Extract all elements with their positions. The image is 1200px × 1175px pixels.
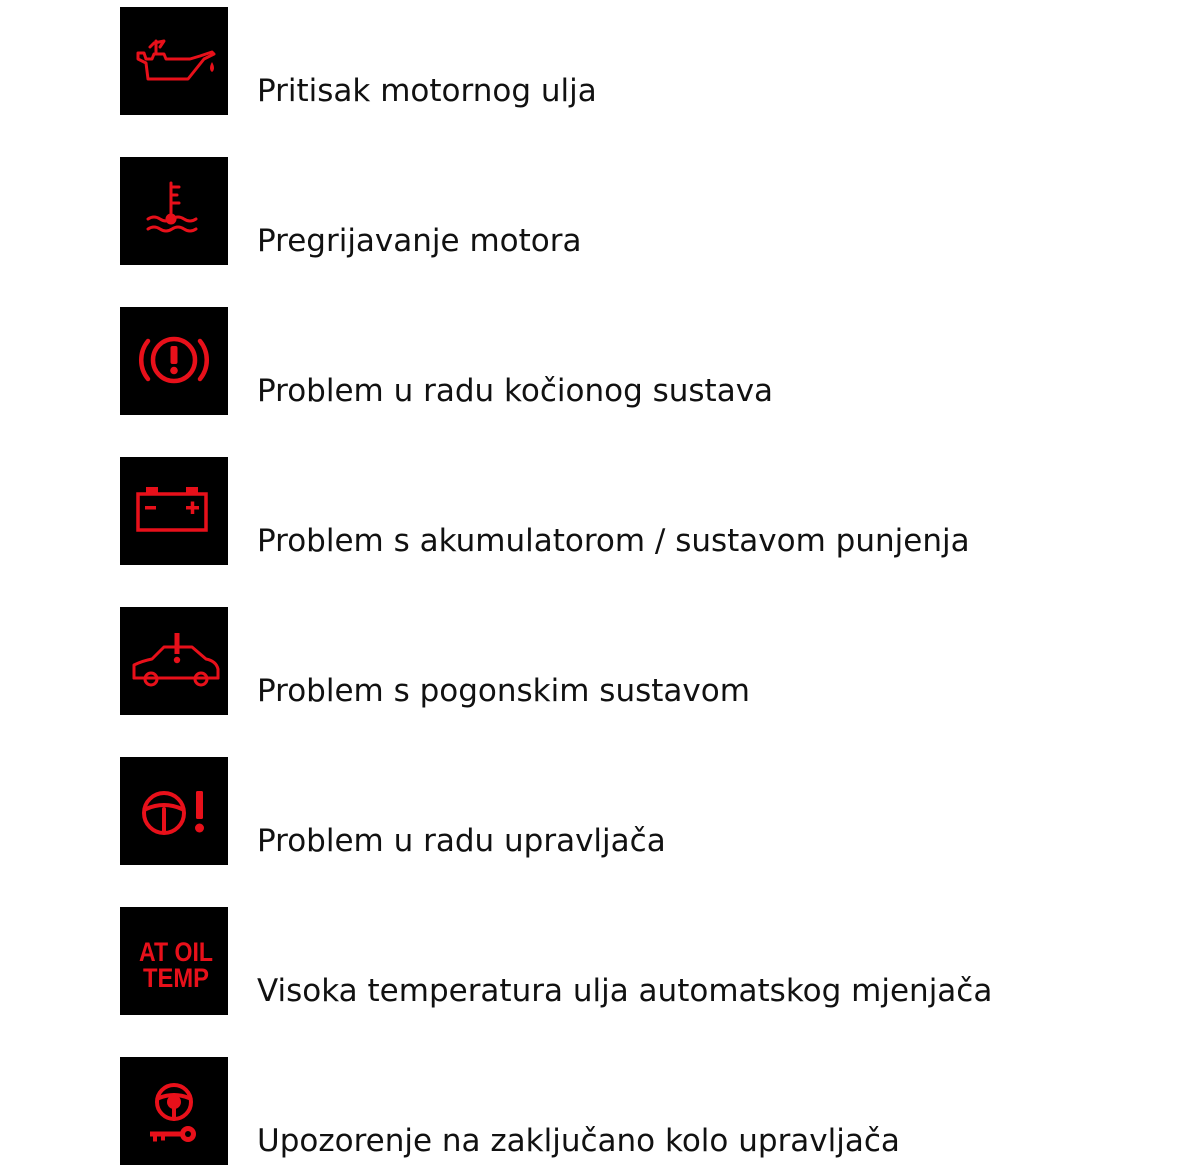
oil-can-icon: [120, 7, 228, 115]
warning-row-battery: [120, 457, 1120, 565]
steering-wheel-warning-icon: [120, 757, 228, 865]
warning-label: Visoka temperatura ulja automatskog mjenjača: [257, 973, 993, 1009]
warning-label: Problem s akumulatorom / sustavom punjenja: [257, 523, 970, 559]
warning-label: Pritisak motornog ulja: [257, 73, 597, 109]
warning-label: Pregrijavanje motora: [257, 223, 582, 259]
coolant-temperature-icon: [120, 157, 228, 265]
steering-lock-key-icon: [120, 1057, 228, 1165]
at-oil-temp-icon: [120, 907, 228, 1015]
warning-row-steering: [120, 757, 1120, 865]
warning-row-oil-pressure: [120, 7, 1120, 115]
warning-row-brake-system: [120, 307, 1120, 415]
brake-warning-icon: [120, 307, 228, 415]
battery-icon: [120, 457, 228, 565]
warning-label: Problem u radu upravljača: [257, 823, 666, 859]
warning-row-powertrain: [120, 607, 1120, 715]
warning-row-engine-overheating: [120, 157, 1120, 265]
warning-label: Problem s pogonskim sustavom: [257, 673, 750, 709]
icon-text-line-1: AT OIL: [139, 937, 213, 967]
warning-row-steering-lock: [120, 1057, 1120, 1165]
icon-text-line-2: TEMP: [143, 963, 209, 993]
warning-label: Upozorenje na zaključano kolo upravljača: [257, 1123, 900, 1159]
powertrain-car-warning-icon: [120, 607, 228, 715]
warning-row-at-oil-temp: [120, 907, 1120, 1015]
warning-label: Problem u radu kočionog sustava: [257, 373, 774, 409]
